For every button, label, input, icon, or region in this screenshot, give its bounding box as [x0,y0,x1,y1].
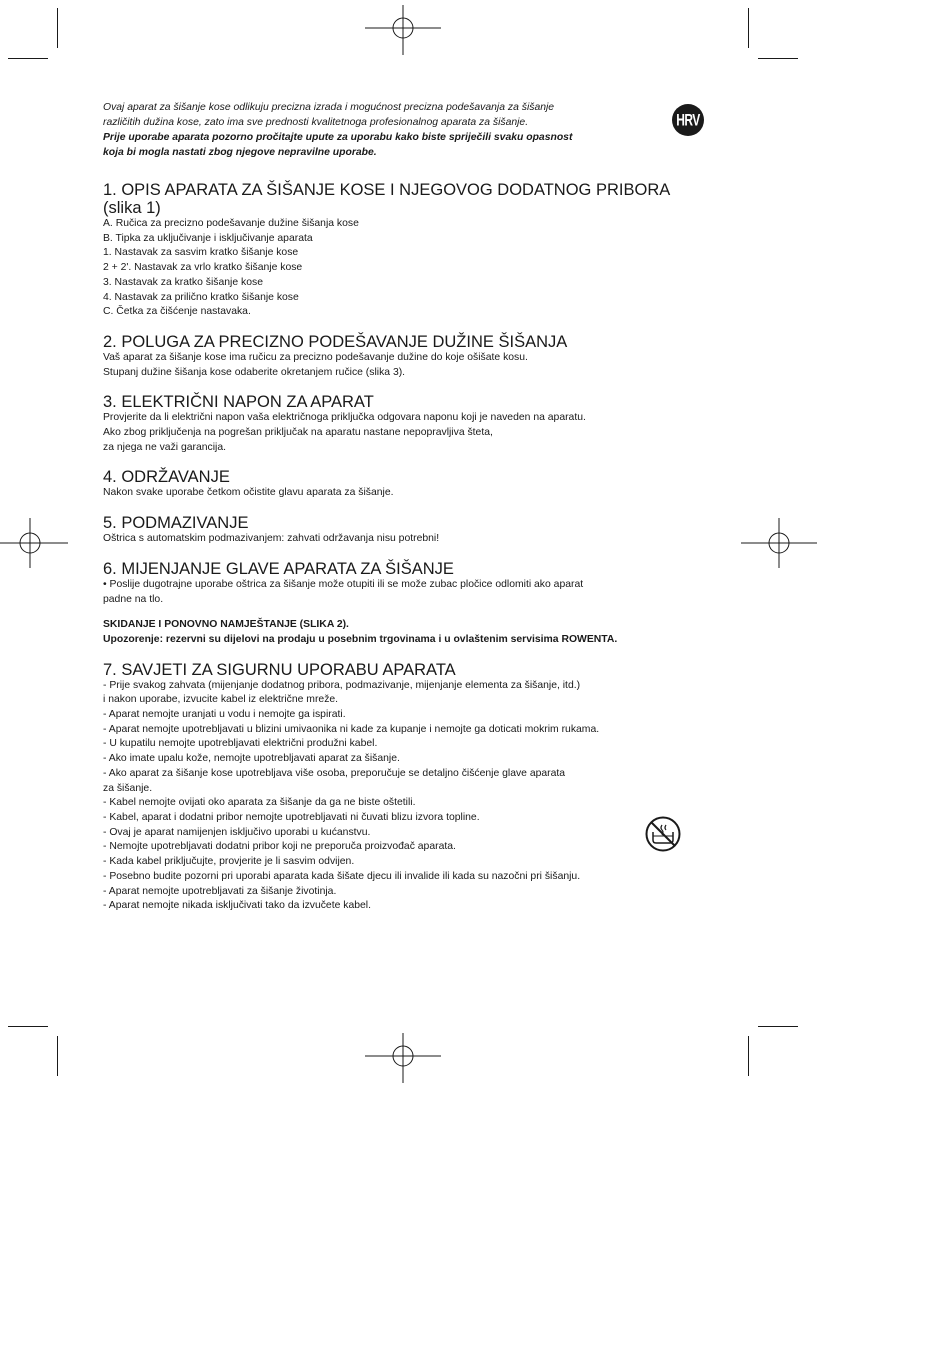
list-item: A. Ručica za precizno podešavanje dužine šišanja kose [103,218,359,229]
list-item: 4. Nastavak za prilično kratko šišanje kose [103,291,299,303]
paragraph-line: Provjerite da li električni napon vaša električnoga priključka odgovara naponu koji je naveden na aparatu. [103,412,586,424]
section-heading: 6. MIJENJANJE GLAVE APARATA ZA ŠIŠANJE [103,559,454,578]
intro [103,100,713,160]
list-item: - Prije svakog zahvata (mijenjanje dodatnog pribora, podmazivanje, mijenjanje elementa za šišanje, itd.) [103,679,581,691]
section-heading: 1. OPIS APARATA ZA ŠIŠANJE KOSE I NJEGOVOG DODATNOG PRIBORA [103,181,671,199]
list-item: i nakon uporabe, izvucite kabel iz električne mreže. [103,694,339,706]
section-heading: 5. PODMAZIVANJE [103,514,249,533]
list-item: - Nemojte upotrebljavati dodatni pribor koji ne preporuča proizvođač aparata. [103,841,456,853]
section-heading: (slika 1) [103,199,161,217]
list-item: - Posebno budite pozorni pri uporabi aparata kada šišate djecu ili invalide ili kada su nazočni pri šišanju. [103,870,581,882]
section-4 [103,468,713,501]
section-5 [103,514,713,547]
section-6-warning [103,618,713,647]
no-water-warning-icon [644,815,682,853]
registration-mark-right [739,513,819,573]
list-item: - U kupatilu nemojte upotrebljavati električni produžni kabel. [103,738,378,750]
list-item: - Aparat nemojte nikada isključivati tako da izvučete kabel. [103,900,371,912]
registration-mark-bottom [363,1028,443,1088]
paragraph-line: Stupanj dužine šišanja kose odaberite okretanjem ručice (slika 3). [103,366,406,378]
crop-mark [758,1026,798,1027]
crop-mark [8,1026,48,1027]
paragraph-line: Nakon svake uporabe četkom očistite glavu aparata za šišanje. [103,487,394,499]
bold-line: SKIDANJE I PONOVNO NAMJEŠTANJE (SLIKA 2). [103,619,349,631]
paragraph-line: Oštrica s automatskim podmazivanjem: zahvati održavanja nisu potrebni! [103,533,440,545]
crop-mark [57,8,58,48]
list-item: - Kada kabel priključujte, provjerite je li sasvim odvijen. [103,856,355,868]
section-heading: 2. POLUGA ZA PRECIZNO PODEŠAVANJE DUŽINE ŠIŠANJA [103,332,568,351]
section-2 [103,333,713,380]
list-item: za šišanje. [103,782,153,794]
intro-line: različitih dužina kose, zato ima sve prednosti kvalitetnoga profesionalnog aparata za šišanje. [103,117,529,128]
section-7 [103,661,713,914]
registration-mark-left [0,513,70,573]
crop-mark [748,8,749,48]
section-heading: 4. ODRŽAVANJE [103,468,230,487]
list-item: B. Tipka za uključivanje i isključivanje aparata [103,232,313,244]
list-item: - Ako aparat za šišanje kose upotrebljava više osoba, preporučuje se detaljno čišćenje glave aparata [103,767,566,779]
list-item: C. Četka za čišćenje nastavaka. [103,306,251,318]
crop-mark [8,58,48,59]
document-body [103,100,713,914]
crop-mark [748,1036,749,1076]
bold-line: Upozorenje: rezervni su dijelovi na prodaju u posebnim trgovinama i u ovlaštenim servisima ROWENTA. [103,633,618,645]
list-item: - Aparat nemojte upotrebljavati u blizini umivaonika ni kade za kupanje i nemojte ga doticati mokrim rukama. [103,723,600,735]
section-3 [103,393,713,455]
language-badge-text: HRV [676,110,700,130]
list-item: - Aparat nemojte uranjati u vodu i nemojte ga ispirati. [103,709,346,721]
list-item: 1. Nastavak za sasvim kratko šišanje kose [103,247,299,259]
section-1 [103,181,713,320]
crop-mark [57,1036,58,1076]
intro-warning-line: Prije uporabe aparata pozorno pročitajte upute za uporabu kako biste spriječili svaku opasnost [103,132,573,143]
list-item: - Kabel nemojte ovijati oko aparata za šišanje da ga ne biste oštetili. [103,797,416,809]
paragraph-line: • Poslije dugotrajne uporabe oštrica za šišanje može otupiti ili se može zubac pločice odlomiti ako aparat [103,578,584,590]
list-item: - Ovaj je aparat namijenjen isključivo uporabi u kućanstvu. [103,826,371,838]
section-6 [103,560,713,648]
crop-mark [758,58,798,59]
paragraph-line: Ako zbog priključenja na pogrešan priključak na aparatu nastane nepopravljiva šteta, [103,427,493,439]
paragraph-line: padne na tlo. [103,593,164,605]
list-item: 3. Nastavak za kratko šišanje kose [103,276,263,288]
list-item: - Ako imate upalu kože, nemojte upotrebljavati aparat za šišanje. [103,753,400,765]
section-heading: 7. SAVJETI ZA SIGURNU UPORABU APARATA [103,660,456,679]
registration-mark-top [363,0,443,60]
paragraph-line: za njega ne važi garancija. [103,441,227,453]
section-heading: 3. ELEKTRIČNI NAPON ZA APARAT [103,393,374,412]
paragraph-line: Vaš aparat za šišanje kose ima ručicu za precizno podešavanje dužine do koje ošišate kosu. [103,351,528,363]
intro-warning-line: koja bi mogla nastati zbog njegove nepravilne uporabe. [103,147,377,158]
list-item: - Kabel, aparat i dodatni pribor nemojte upotrebljavati ni čuvati blizu izvora topline. [103,811,480,823]
intro-line: Ovaj aparat za šišanje kose odlikuju precizna izrada i mogućnost precizna podešavanja za šišanje [103,102,555,113]
list-item: 2 + 2'. Nastavak za vrlo kratko šišanje kose [103,262,303,274]
list-item: - Aparat nemojte upotrebljavati za šišanje životinja. [103,885,337,897]
